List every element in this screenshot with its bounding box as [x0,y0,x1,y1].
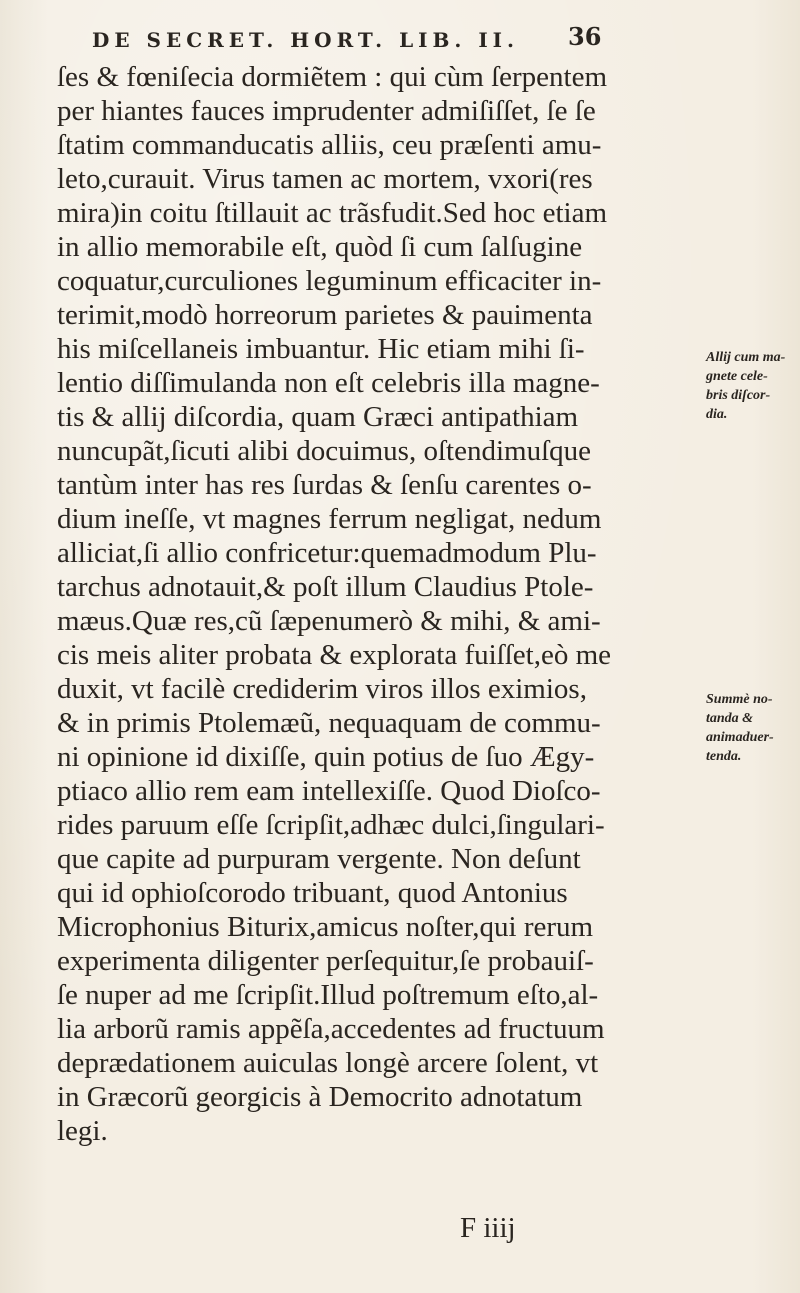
text-line: mæus.Quæ res,cũ ſæpenumerò & mihi, & ami- [57,605,601,637]
text-line: tis & allij diſcordia, quam Græci antipathiam [57,401,579,433]
text-line: Microphonius Biturix,amicus noſter,qui rerum [57,911,594,943]
text-line: coquatur,curculiones leguminum efficaciter in- [57,265,602,297]
text-line: ſe nuper ad me ſcripſit.Illud poſtremum eſto,al- [57,979,599,1011]
text-line: per hiantes fauces imprudenter admiſiſſet, ſe ſe [57,95,596,127]
marginal-note-line: bris diſcor- [706,388,771,403]
text-line: que capite ad purpuram vergente. Non deſunt [57,843,581,875]
text-line: ſtatim commanducatis alliis, ceu præſenti amu- [57,129,602,161]
page-number: 36 [568,22,602,51]
text-line: tantùm inter has res ſurdas & ſenſu carentes o- [57,469,592,501]
text-line: in Græcorũ georgicis à Democrito adnotatum [57,1081,583,1113]
marginal-note-line: Summè no- [706,692,773,707]
text-line: cis meis aliter probata & explorata fuiſſet,eò me [57,639,612,671]
signature-mark: F iiij [460,1212,516,1244]
text-line: experimenta diligenter perſequitur,ſe probauiſ- [57,945,594,977]
text-line: dium ineſſe, vt magnes ferrum negligat, nedum [57,503,602,535]
text-line: qui id ophioſcorodo tribuant, quod Antonius [57,877,568,909]
marginal-note-line: Allij cum ma- [706,350,786,365]
marginal-note [706,690,800,766]
marginal-note [706,348,800,424]
text-line: lentio diſſimulanda non eſt celebris illa magne- [57,367,600,399]
text-line: nuncupãt,ſicuti alibi docuimus, oſtendimuſque [57,435,591,467]
text-line: tarchus adnotauit,& poſt illum Claudius Ptole- [57,571,594,603]
text-line: duxit, vt facilè crediderim viros illos eximios, [57,673,587,705]
text-line: terimit,modò horreorum parietes & pauimenta [57,299,593,331]
text-line: leto,curauit. Virus tamen ac mortem, vxori(res [57,163,593,195]
text-line: alliciat,ſi allio confricetur:quemadmodum Plu- [57,537,597,569]
text-line: in allio memorabile eſt, quòd ſi cum ſalſugine [57,231,583,263]
text-line: mira)in coitu ſtillauit ac trãsfudit.Sed hoc etiam [57,197,608,229]
running-head: DE SECRET. HORT. LIB. II. [92,28,519,52]
text-line: ni opinione id dixiſſe, quin potius de ſuo Ægy- [57,741,595,773]
text-line: rides paruum eſſe ſcripſit,adhæc dulci,ſingulari- [57,809,605,841]
text-line: deprædationem auiculas longè arcere ſolent, vt [57,1047,599,1079]
text-line: legi. [57,1115,108,1147]
marginal-note-line: animaduer- [706,730,774,745]
marginal-note-line: gnete cele- [706,369,768,384]
text-line: ptiaco allio rem eam intellexiſſe. Quod Dioſco- [57,775,601,807]
text-line: ſes & fœniſecia dormiẽtem : qui cùm ſerpentem [57,61,608,93]
marginal-note-line: dia. [706,407,728,422]
text-line: lia arborũ ramis appẽſa,accedentes ad fructuum [57,1013,605,1045]
text-line: & in primis Ptolemæũ, nequaquam de commu- [57,707,601,739]
marginal-note-line: tenda. [706,749,742,764]
marginal-note-line: tanda & [706,711,754,726]
text-line: his miſcellaneis imbuantur. Hic etiam mihi ſi- [57,333,585,365]
